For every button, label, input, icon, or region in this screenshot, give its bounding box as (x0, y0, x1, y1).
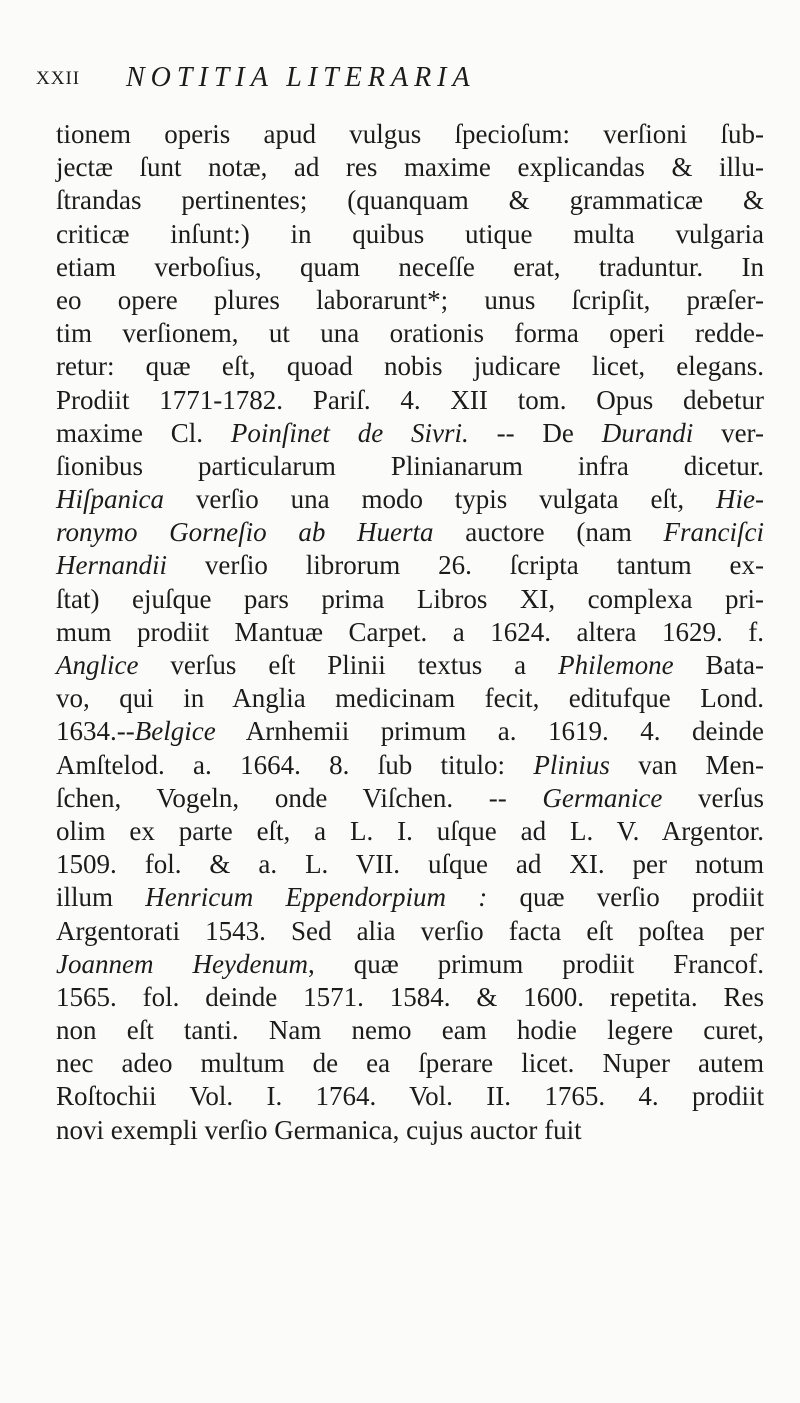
text-line: maxime Cl. Poinſinet de Sivri. -- De Durandi ver- (56, 417, 764, 448)
text-line: Amſtelod. a. 1664. 8. ſub titulo: Plinius van Men- (56, 749, 765, 780)
text-line: retur: quæ eſt, quoad nobis judicare licet, elegans. (56, 351, 764, 382)
text-line: mum prodiit Mantuæ Carpet. a 1624. altera 1629. f. (56, 616, 764, 647)
text-line: 1509. fol. & a. L. VII. uſque ad XI. per notum (56, 849, 764, 880)
italic-text: Philemone (558, 650, 674, 680)
italic-text: Anglice (56, 650, 139, 680)
body-text (56, 118, 764, 1147)
italic-text: ronymo Gorneſio ab Huerta (56, 517, 434, 548)
italic-text: Belgice (134, 716, 216, 747)
text-line: criticæ inſunt:) in quibus utique multa vulgaria (56, 218, 764, 249)
text-line: vo, qui in Anglia medicinam fecit, editufque Lond. (56, 683, 764, 714)
text-line: novi exempli verſio Germanica, cujus auctor fuit (56, 1114, 582, 1145)
text-line: Argentorati 1543. Sed alia verſio facta eſt poſtea per (56, 915, 764, 946)
text-line: tionem operis apud vulgus ſpecioſum: verſioni ſub- (56, 119, 764, 149)
italic-text: Joannem Heydenum (56, 948, 308, 979)
text-line: Hernandii verſio librorum 26. ſcripta tantum ex- (56, 550, 764, 581)
text-line: olim ex parte eſt, a L. I. uſque ad L. V. Argentor. (56, 815, 764, 846)
text-line: jectæ ſunt notæ, ad res maxime explicandas & illu- (56, 152, 764, 183)
italic-text: Hie- (716, 484, 764, 515)
text-line: Prodiit 1771-1782. Pariſ. 4. XII tom. Opus debetur (56, 384, 764, 415)
page-header (36, 62, 736, 102)
text-line: ſionibus particularum Plinianarum infra dicetur. (56, 450, 764, 481)
text-line: ſtat) ejuſque pars prima Libros XI, complexa pri- (56, 583, 764, 614)
text-line: etiam verboſius, quam neceſſe erat, traduntur. In (56, 251, 764, 282)
text-line: eo opere plures laborarunt*; unus ſcripſit, præſer- (56, 284, 764, 315)
text-line: Roſtochii Vol. I. 1764. Vol. II. 1765. 4. prodiit (56, 1081, 764, 1112)
italic-text: Hernandii (56, 550, 167, 581)
page-number: XXII (36, 68, 81, 89)
text-line: non eſt tanti. Nam nemo eam hodie legere curet, (56, 1015, 764, 1046)
text-line: nec adeo multum de ea ſperare licet. Nuper autem (56, 1048, 764, 1079)
text-line: ſchen, Vogeln, onde Viſchen. -- Germanice verſus (56, 782, 765, 813)
text-line: Joannem Heydenum, quæ primum prodiit Francof. (56, 948, 764, 979)
text-line: 1634.--Belgice Arnhemii primum a. 1619. 4. deinde (56, 716, 764, 747)
text-line: tim verſionem, ut una orationis forma operi redde- (56, 318, 764, 349)
text-line: ronymo Gorneſio ab Huerta auctore (nam Franciſci (56, 517, 764, 548)
italic-text: Durandi (601, 417, 694, 448)
italic-text: Plinius (533, 749, 610, 780)
text-line: Hiſpanica verſio una modo typis vulgata eſt, Hie- (56, 484, 764, 515)
text-line: 1565. fol. deinde 1571. 1584. & 1600. repetita. Res (56, 981, 764, 1012)
text-line: illum Henricum Eppendorpium : quæ verſio prodiit (56, 882, 764, 913)
italic-text: Poinſinet de Sivri. (230, 417, 469, 448)
italic-text: Henricum Eppendorpium : (145, 882, 488, 913)
italic-text: Germanice (542, 782, 663, 813)
italic-text: Hiſpanica (56, 484, 164, 515)
running-title: NOTITIA LITERARIA (126, 62, 476, 93)
italic-text: Franciſci (663, 517, 764, 548)
text-line: ſtrandas pertinentes; (quanquam & grammaticæ & (56, 185, 764, 216)
text-line: Anglice verſus eſt Plinii textus a Philemone Bata- (56, 650, 764, 680)
